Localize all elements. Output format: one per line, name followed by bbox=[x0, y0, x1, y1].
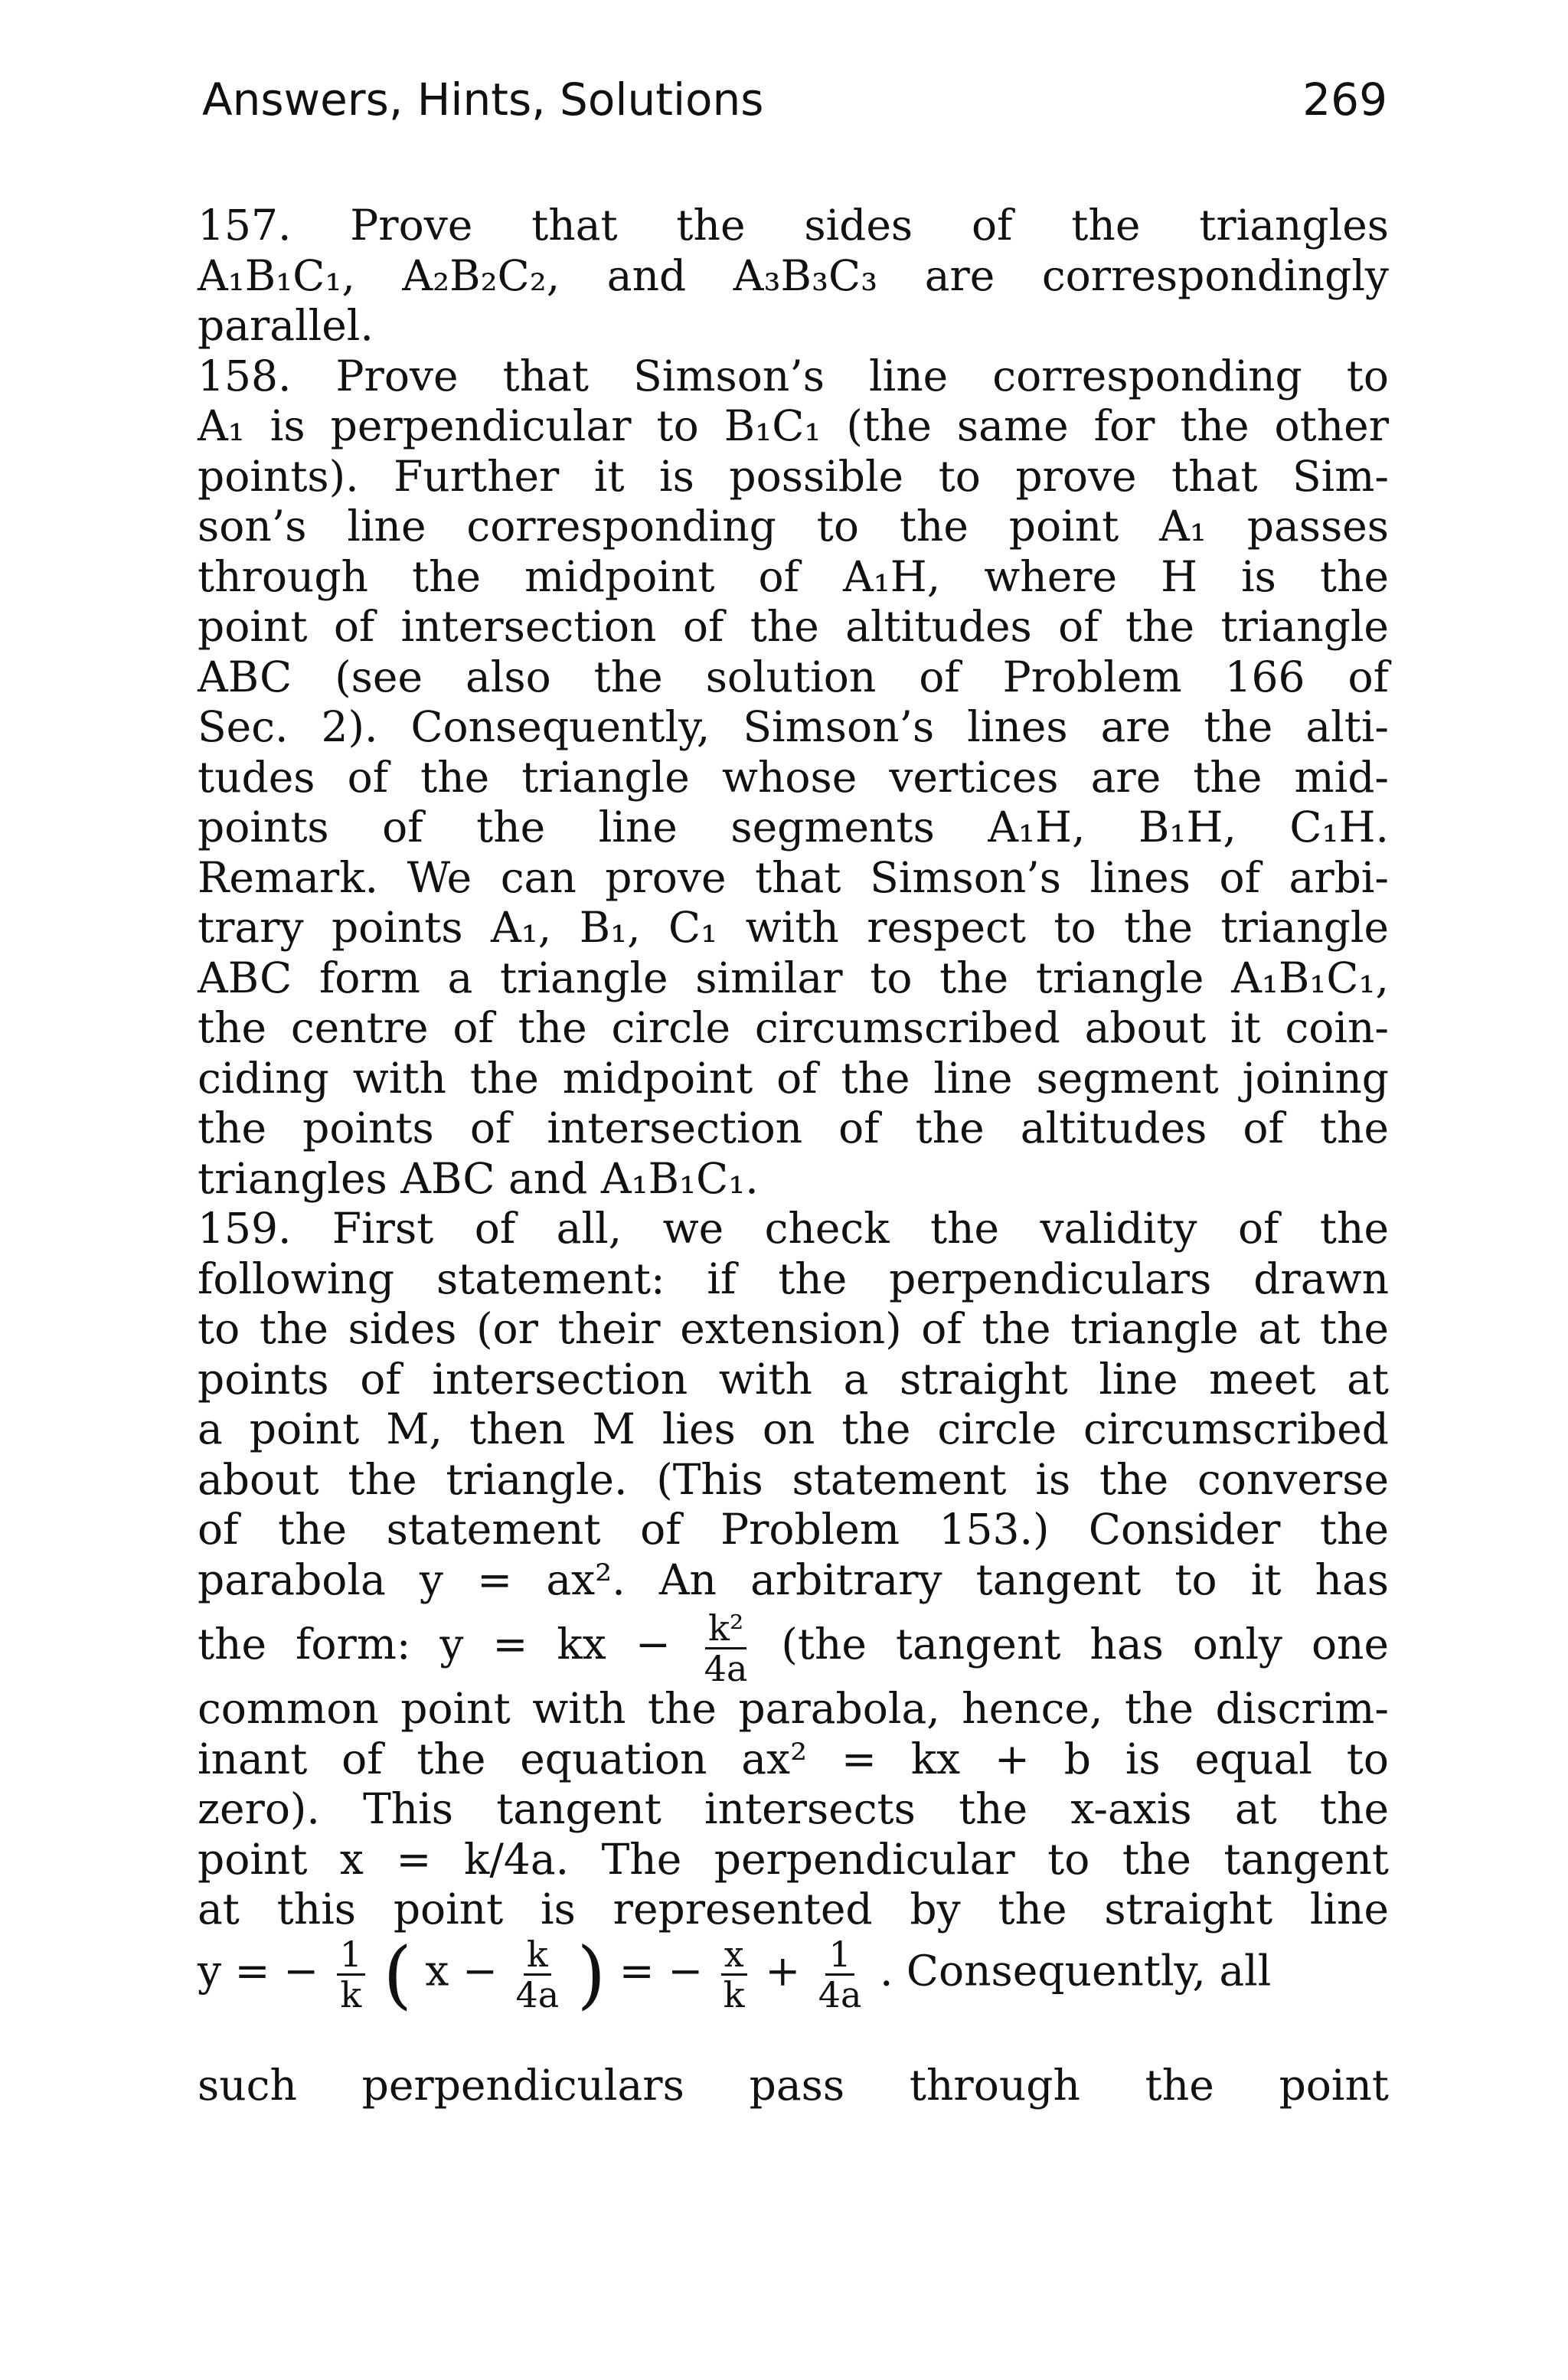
right-paren: ) bbox=[577, 1931, 606, 2017]
text-line: common point with the parabola, hence, the discrim- bbox=[198, 1684, 1389, 1733]
left-paren: ( bbox=[383, 1931, 412, 2017]
fraction-1-over-k: $\frac{1}{k}$ bbox=[337, 1935, 365, 2014]
text-line: 157. Prove that the sides of the triangles bbox=[198, 201, 1389, 250]
text-line: inant of the equation ax² = kx + b is equal to bbox=[198, 1734, 1389, 1783]
text-line: A₁ is perpendicular to B₁C₁ (the same for the other bbox=[198, 401, 1389, 450]
fraction-1-over-4a: $\frac{1}{4a}$ bbox=[818, 1933, 862, 2015]
perpendicular-equation: y = − $\frac{1}{k}$ ( x − $\frac{k}{4a}$ ) = − $\frac{x}{k}$ + $\frac{1}{4a}$ . Consequently, all bbox=[198, 1931, 1272, 2017]
text-line: zero). This tangent intersects the x-axis at the bbox=[198, 1784, 1389, 1833]
fraction-k2-over-4a: $\frac{\text{k²}}{4a}$ bbox=[704, 1607, 748, 1689]
text-line: the points of intersection of the altitudes of the bbox=[198, 1103, 1389, 1152]
text-line: the centre of the circle circumscribed about it coin- bbox=[198, 1003, 1389, 1052]
text-line: points of intersection with a straight line meet at bbox=[198, 1354, 1389, 1404]
text-line: 158. Prove that Simson’s line corresponding to bbox=[198, 351, 1389, 400]
text-line: at this point is represented by the straight line bbox=[198, 1885, 1389, 1934]
running-title: Answers, Hints, Solutions bbox=[202, 74, 764, 126]
text-line: parallel. bbox=[198, 301, 374, 350]
text-line: ABC form a triangle similar to the triangle A₁B₁C₁, bbox=[198, 953, 1389, 1002]
text-line: point of intersection of the altitudes of the triangle bbox=[198, 602, 1389, 651]
text-line: ciding with the midpoint of the line segment joining bbox=[198, 1053, 1389, 1103]
fraction-k-over-4a: $\frac{k}{4a}$ bbox=[515, 1933, 560, 2015]
text-line: triangles ABC and A₁B₁C₁. bbox=[198, 1153, 759, 1203]
text-line: through the midpoint of A₁H, where H is the bbox=[198, 551, 1389, 601]
text-line: such perpendiculars pass through the point bbox=[198, 2060, 1389, 2110]
tangent-equation-line: the form: y = kx − $\frac{\text{k²}}{4a}$ (the tangent has only one bbox=[198, 1607, 1390, 1689]
text-line: points of the line segments A₁H, B₁H, C₁H. bbox=[198, 803, 1389, 852]
text-line: parabola y = ax². An arbitrary tangent to it has bbox=[198, 1555, 1389, 1604]
text-line: tudes of the triangle whose vertices are the mid- bbox=[198, 752, 1389, 802]
text-line: a point M, then M lies on the circle circumscribed bbox=[198, 1404, 1389, 1453]
text-line: of the statement of Problem 153.) Consider the bbox=[198, 1505, 1389, 1554]
text-line: 159. First of all, we check the validity of the bbox=[198, 1204, 1389, 1253]
text-line: A₁B₁C₁, A₂B₂C₂, and A₃B₃C₃ are correspondingly bbox=[198, 250, 1389, 300]
text-line: following statement: if the perpendiculars drawn bbox=[198, 1254, 1389, 1303]
page-body bbox=[198, 201, 1389, 2110]
text-line: Sec. 2). Consequently, Simson’s lines are the alti- bbox=[198, 702, 1389, 751]
text-line: son’s line corresponding to the point A₁ passes bbox=[198, 502, 1389, 551]
text-line: point x = k/4a. The perpendicular to the tangent bbox=[198, 1834, 1389, 1884]
text-line: about the triangle. (This statement is the converse bbox=[198, 1454, 1389, 1504]
text-line: ABC (see also the solution of Problem 166 of bbox=[198, 652, 1389, 701]
text-line: points). Further it is possible to prove that Sim- bbox=[198, 451, 1389, 501]
page-number: 269 bbox=[1302, 74, 1387, 126]
text-line: Remark. We can prove that Simson’s lines of arbi- bbox=[198, 852, 1389, 902]
text-line: to the sides (or their extension) of the triangle at the bbox=[198, 1304, 1389, 1353]
text-line: trary points A₁, B₁, C₁ with respect to the triangle bbox=[198, 903, 1389, 952]
fraction-x-over-k: $\frac{x}{k}$ bbox=[721, 1935, 747, 2014]
page-header bbox=[202, 74, 1387, 135]
